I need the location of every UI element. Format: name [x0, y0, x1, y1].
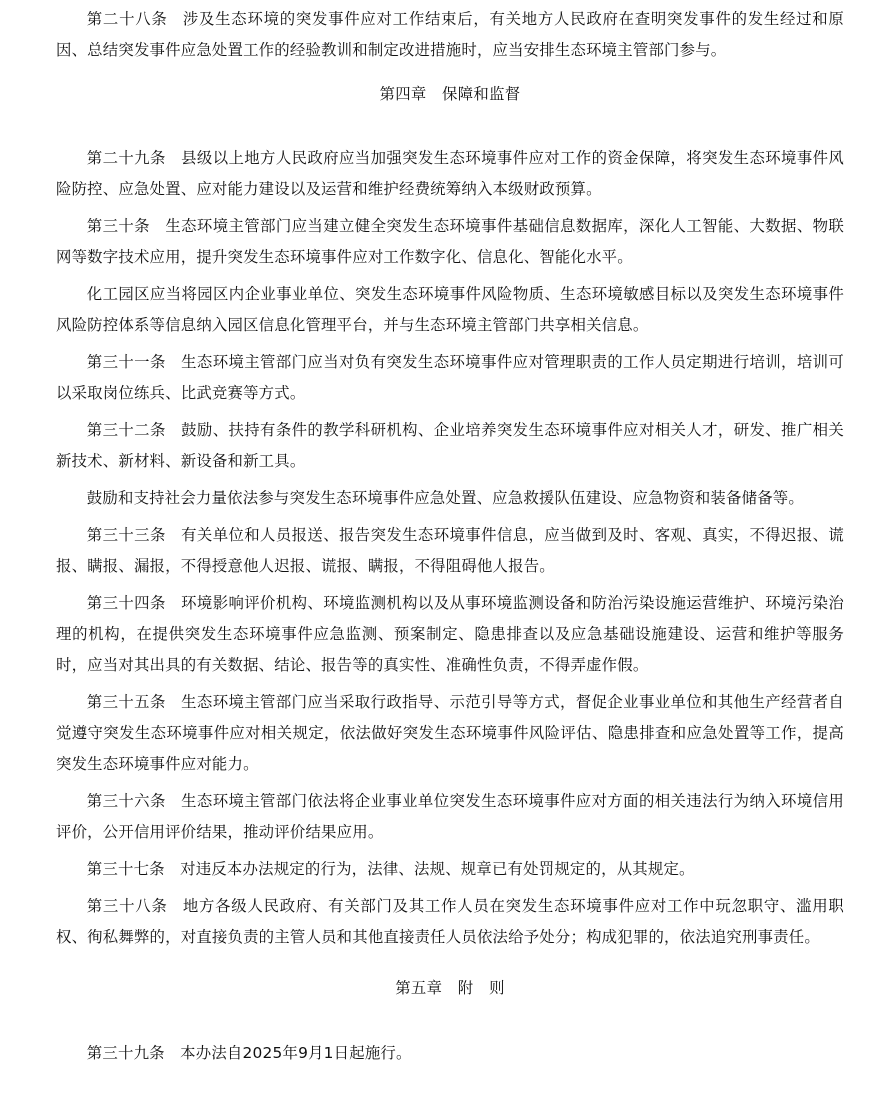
article-text: 鼓励、扶持有条件的教学科研机构、企业培养突发生态环境事件应对相关人才，研发、推广相关新技术、新材料、新设备和新工具。: [56, 421, 844, 470]
article-30: [56, 211, 844, 273]
article-number: 第二十八条: [86, 10, 168, 28]
article-text: 生态环境主管部门应当采取行政指导、示范引导等方式，督促企业事业单位和其他生产经营者自觉遵守突发生态环境事件应对相关规定，依法做好突发生态环境事件风险评估、隐患排查和应急处置等工作，提高突发生态环境事件应对能力。: [56, 693, 844, 773]
article-text: 对违反本办法规定的行为，法律、法规、规章已有处罚规定的，从其规定。: [180, 860, 695, 878]
article-text: 鼓励和支持社会力量依法参与突发生态环境事件应急处置、应急救援队伍建设、应急物资和装备储备等。: [86, 489, 804, 507]
article-text: 涉及生态环境的突发事件应对工作结束后，有关地方人民政府在查明突发事件的发生经过和原因、总结突发事件应急处置工作的经验教训和制定改进措施时，应当安排生态环境主管部门参与。: [56, 10, 844, 59]
article-text: 有关单位和人员报送、报告突发生态环境事件信息，应当做到及时、客观、真实，不得迟报、谎报、瞒报、漏报，不得授意他人迟报、谎报、瞒报，不得阻碍他人报告。: [56, 526, 844, 575]
article-28: [56, 4, 844, 66]
article-35: [56, 687, 844, 780]
article-33: [56, 520, 844, 582]
article-32-paragraph-2: [56, 483, 844, 514]
article-text: 生态环境主管部门应当建立健全突发生态环境事件基础信息数据库，深化人工智能、大数据、物联网等数字技术应用，提升突发生态环境事件应对工作数字化、信息化、智能化水平。: [56, 217, 844, 266]
article-31: [56, 347, 844, 409]
document-page: [56, 4, 844, 1075]
article-number: 第三十七条: [86, 860, 165, 878]
chapter-title: 附 则: [457, 979, 505, 997]
article-number: 第三十五条: [86, 693, 166, 711]
article-text: 化工园区应当将园区内企业事业单位、突发生态环境事件风险物质、生态环境敏感目标以及突发生态环境事件风险防控体系等信息纳入园区信息化管理平台，并与生态环境主管部门共享相关信息。: [56, 285, 844, 334]
article-text: 生态环境主管部门应当对负有突发生态环境事件应对管理职责的工作人员定期进行培训，培训可以采取岗位练兵、比武竞赛等方式。: [56, 353, 844, 402]
article-text: 地方各级人民政府、有关部门及其工作人员在突发生态环境事件应对工作中玩忽职守、滥用职权、徇私舞弊的，对直接负责的主管人员和其他直接责任人员依法给予处分；构成犯罪的，依法追究刑事责任。: [56, 897, 844, 946]
chapter-4-heading: [56, 79, 844, 110]
article-number: 第三十六条: [86, 792, 166, 810]
article-text: 县级以上地方人民政府应当加强突发生态环境事件应对工作的资金保障，将突发生态环境事件风险防控、应急处置、应对能力建设以及运营和维护经费统筹纳入本级财政预算。: [56, 149, 844, 198]
article-30-paragraph-2: [56, 279, 844, 341]
chapter-title: 保障和监督: [442, 85, 521, 103]
article-number: 第三十条: [86, 217, 150, 235]
article-39: [56, 1038, 844, 1069]
article-number: 第三十八条: [86, 897, 168, 915]
article-text: 环境影响评价机构、环境监测机构以及从事环境监测设备和防治污染设施运营维护、环境污染治理的机构，在提供突发生态环境事件应急监测、预案制定、隐患排查以及应急基础设施建设、运营和维护等服务时，应当对其出具的有关数据、结论、报告等的真实性、准确性负责，不得弄虚作假。: [56, 594, 844, 674]
article-text: 本办法自2025年9月1日起施行。: [180, 1044, 412, 1062]
article-37: [56, 854, 844, 885]
chapter-5-heading: [56, 973, 844, 1004]
article-number: 第三十九条: [86, 1044, 165, 1062]
article-number: 第三十三条: [86, 526, 166, 544]
article-32: [56, 415, 844, 477]
article-34: [56, 588, 844, 681]
chapter-number: 第四章: [379, 85, 427, 103]
article-text: 生态环境主管部门依法将企业事业单位突发生态环境事件应对方面的相关违法行为纳入环境信用评价，公开信用评价结果，推动评价结果应用。: [56, 792, 844, 841]
article-number: 第二十九条: [86, 149, 166, 167]
article-number: 第三十四条: [86, 594, 166, 612]
article-29: [56, 143, 844, 205]
chapter-number: 第五章: [395, 979, 443, 997]
article-36: [56, 786, 844, 848]
article-number: 第三十一条: [86, 353, 166, 371]
article-number: 第三十二条: [86, 421, 166, 439]
article-38: [56, 891, 844, 953]
